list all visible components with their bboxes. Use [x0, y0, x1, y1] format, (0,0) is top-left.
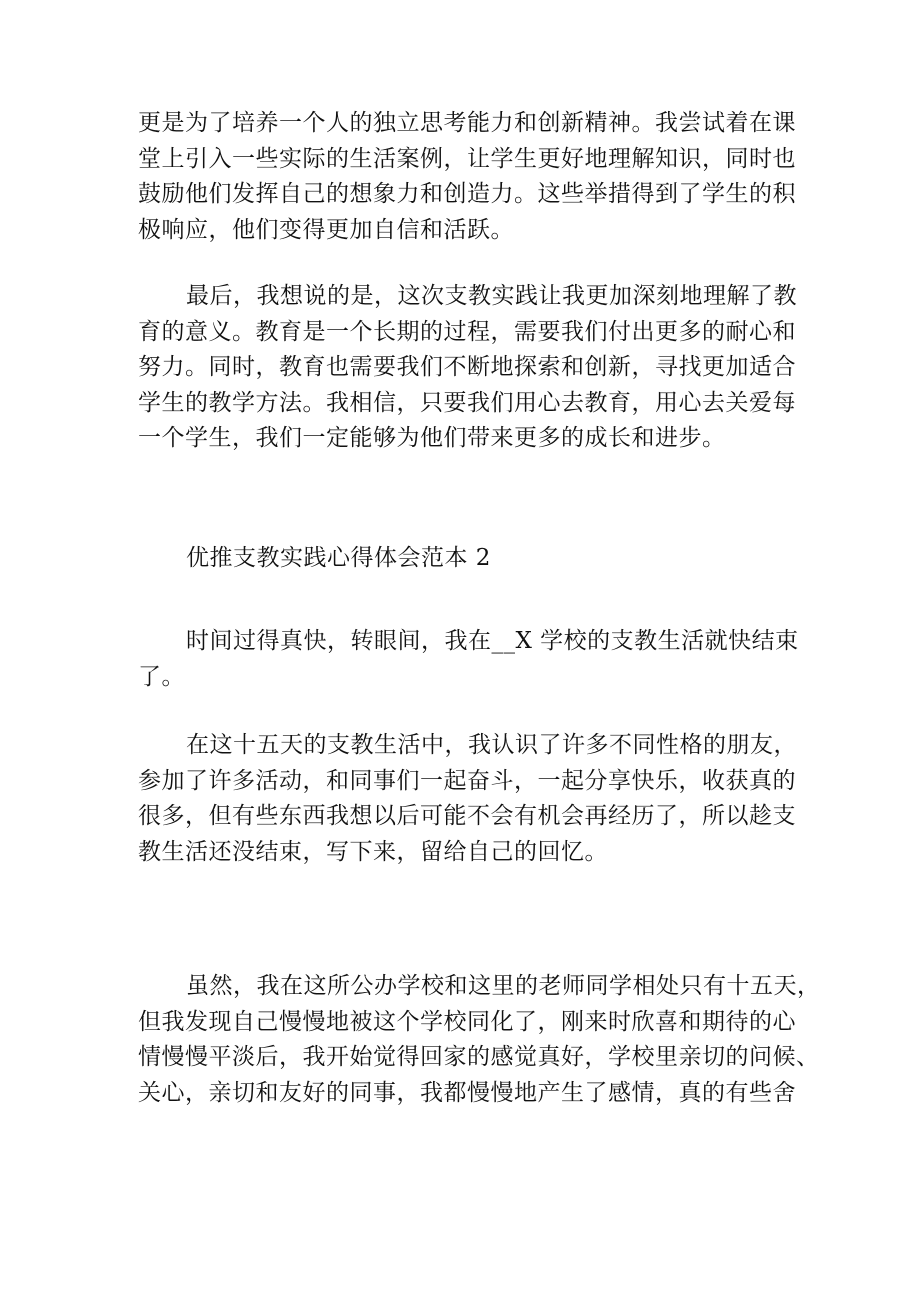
- paragraph-2: [138, 279, 797, 457]
- text-line: 最后，我想说的是，这次支教实践让我更加深刻地理解了教: [186, 283, 797, 309]
- text-line: 参加了许多活动，和同事们一起奋斗，一起分享快乐，收获真的: [138, 767, 796, 794]
- text-line: 鼓励他们发挥自己的想象力和创造力。这些举措得到了学生的积: [138, 181, 796, 207]
- text-line: 学生的教学方法。我相信，只要我们用心去教育，用心去关爱每: [138, 389, 796, 416]
- text-line: 教生活还没结束，写下来，留给自己的回忆。: [138, 838, 608, 865]
- text-line: 堂上引入一些实际的生活案例，让学生更好地理解知识，同时也: [138, 145, 796, 172]
- text-line: 一个学生，我们一定能够为他们带来更多的成长和进步。: [138, 425, 726, 451]
- text-line: 时间过得真快，转眼间，我在__X 学校的支教生活就快结束: [186, 628, 799, 654]
- text-line: 但我发现自己慢慢地被这个学校同化了，刚来时欣喜和期待的心: [138, 1008, 796, 1035]
- text-line: 虽然，我在这所公办学校和这里的老师同学相处只有十五天，: [186, 973, 821, 999]
- heading-line: 优推支教实践心得体会范本 2: [186, 545, 491, 571]
- text-line: 在这十五天的支教生活中，我认识了许多不同性格的朋友，: [186, 732, 797, 758]
- paragraph-3: [138, 624, 799, 695]
- paragraph-5: [138, 969, 821, 1111]
- text-line: 更是为了培养一个人的独立思考能力和创新精神。我尝试着在课: [138, 110, 796, 136]
- section-heading: [138, 541, 788, 577]
- text-line: 关心，亲切和友好的同事，我都慢慢地产生了感情，真的有些舍: [138, 1079, 796, 1106]
- paragraph-1: [138, 106, 796, 248]
- text-line: 极响应，他们变得更加自信和活跃。: [138, 216, 514, 243]
- text-line: 情慢慢平淡后，我开始觉得回家的感觉真好，学校里亲切的问候、: [138, 1044, 820, 1070]
- text-line: 努力。同时，教育也需要我们不断地探索和创新，寻找更加适合: [138, 354, 796, 380]
- paragraph-4: [138, 728, 797, 870]
- text-line: 了。: [138, 663, 185, 690]
- text-line: 很多，但有些东西我想以后可能不会有机会再经历了，所以趁支: [138, 803, 796, 829]
- text-line: 育的意义。教育是一个长期的过程，需要我们付出更多的耐心和: [138, 318, 796, 345]
